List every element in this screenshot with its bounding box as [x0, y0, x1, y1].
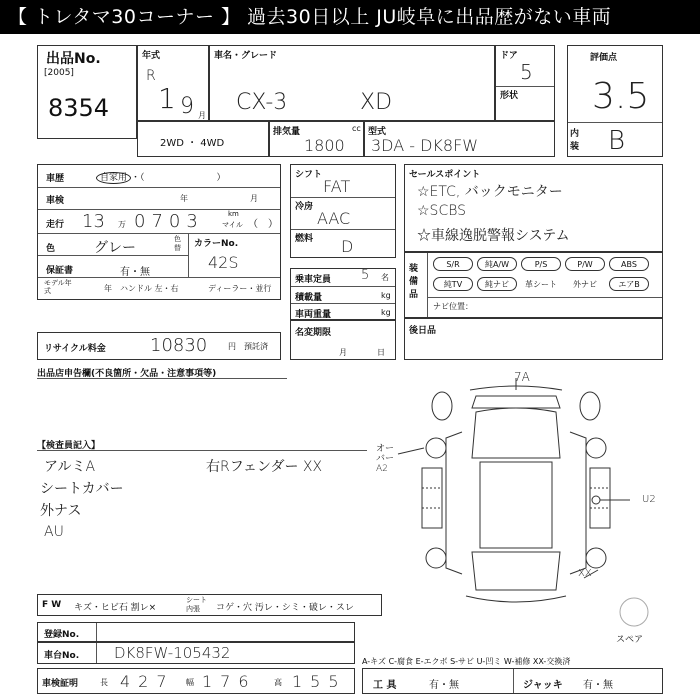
- notes-label: 出品店申告欄(不良箇所・欠品・注意事項等): [37, 369, 217, 379]
- weight-label: 車両重量: [295, 310, 332, 320]
- color-value: グレー: [94, 240, 136, 256]
- vehicle-info-block: [37, 164, 281, 300]
- warranty-value: 有・無: [120, 267, 150, 278]
- color-label: 色: [46, 244, 56, 254]
- reg-date-month: 月: [339, 348, 347, 357]
- model-label: 車名・グレード: [214, 51, 278, 61]
- load-unit: kg: [381, 291, 391, 300]
- cooling-value: AAC: [317, 209, 351, 228]
- handle-text: ハンドル 左・右: [120, 284, 179, 293]
- inspector-line-2: シートカバー: [40, 481, 124, 497]
- inspection-year: 年: [180, 194, 188, 203]
- lot-box: [37, 45, 137, 139]
- model-box: [209, 45, 495, 121]
- recycle-table-label: 預託済: [244, 342, 268, 351]
- option-abs: ABS: [609, 257, 649, 271]
- year-era: R: [146, 68, 156, 84]
- lot-year-tag: [2005]: [44, 68, 74, 78]
- capacity-unit: 名: [381, 273, 389, 282]
- displacement-value: 1800: [304, 136, 345, 155]
- type-box: [364, 121, 555, 157]
- warranty-label: 保証書: [46, 266, 74, 276]
- chassis-label: 車台No.: [44, 651, 80, 661]
- lot-label: 出品No.: [46, 51, 101, 67]
- fw-text: キズ・ヒビ石 割レ×: [74, 603, 157, 613]
- mileage-label: 走行: [46, 220, 65, 230]
- model-grade: XD: [360, 90, 393, 115]
- diagram-label-u2: U2: [642, 494, 656, 505]
- option-ext-navi: 外ナビ: [565, 277, 605, 291]
- sales-point-2: ☆SCBS: [417, 203, 467, 219]
- model-year-unit: 年: [104, 284, 112, 293]
- inspector-line-4: AU: [44, 524, 64, 540]
- reg-date-day: 日: [377, 348, 385, 357]
- doors-label: ドア: [500, 51, 518, 61]
- navi-position-label: ナビ位置：: [433, 302, 473, 311]
- inspection-month: 月: [250, 194, 258, 203]
- fw-label: F W: [42, 600, 62, 610]
- seat-text: コゲ・穴 汚レ・シミ・破レ・スレ: [216, 603, 354, 613]
- dealer-text: ディーラー・並行: [208, 284, 272, 293]
- weight-unit: kg: [381, 308, 391, 317]
- history-suffix: ・（ ）: [131, 173, 226, 183]
- tools-label: 工 具: [373, 680, 397, 691]
- color-no-value: 42S: [208, 253, 239, 272]
- year-box: [137, 45, 209, 121]
- capacity-value: 5: [361, 268, 370, 283]
- mileage-paren: （ ）: [248, 219, 278, 230]
- interior-value: B: [608, 126, 626, 156]
- fuel-value: D: [341, 237, 354, 256]
- aftermarket-block: [404, 318, 663, 360]
- model-name: CX-3: [236, 90, 288, 115]
- inspector-right-note: 右Rフェンダー XX: [206, 459, 323, 475]
- equipment-label: 装備品: [409, 264, 419, 300]
- chassis-row: [37, 642, 355, 664]
- option-leather: 革シート: [521, 277, 561, 291]
- color-no-label: カラーNo.: [194, 239, 239, 249]
- type-value: 3DA - DK8FW: [371, 136, 479, 155]
- drive-box: [137, 121, 269, 157]
- tools-value: 有・無: [429, 680, 459, 691]
- history-value: 自家用: [96, 172, 131, 184]
- jack-label: ジャッキ: [523, 680, 563, 691]
- recycle-label: リサイクル料金: [44, 344, 106, 354]
- mileage-unit-mile: マイル: [222, 221, 243, 229]
- sales-point-3: ☆車線逸脱警報システム: [417, 228, 570, 244]
- option-ps: P/S: [521, 257, 561, 271]
- registration-row: [37, 622, 355, 642]
- score-value: 3.5: [592, 76, 650, 117]
- drive-label: 2WD ・ 4WD: [160, 138, 225, 149]
- hgt-label: 高: [274, 678, 282, 687]
- car-damage-diagram: [376, 368, 666, 638]
- shape-label: 形状: [500, 91, 519, 101]
- displacement-label: 排気量: [273, 127, 301, 137]
- inspector-line-1: アルミA: [44, 459, 96, 475]
- score-label: 評価点: [590, 53, 618, 63]
- recycle-value: 10830: [150, 335, 208, 356]
- wid-label: 幅: [186, 678, 194, 687]
- inspection-label: 車検: [46, 196, 65, 206]
- chassis-value: DK8FW-105432: [114, 644, 231, 662]
- seat-label: シート 内張: [186, 596, 207, 613]
- year-label: 年式: [142, 51, 161, 61]
- color-change-label: 色替: [174, 235, 181, 252]
- option-sr: S/R: [433, 257, 473, 271]
- len-value: 427: [120, 672, 175, 691]
- option-tv: 純TV: [433, 277, 473, 291]
- mileage-man: 13: [82, 211, 105, 232]
- inspector-label: 【検査員記入】: [37, 441, 101, 451]
- month-unit: 月: [198, 111, 206, 120]
- shift-value: FAT: [323, 177, 351, 196]
- option-aw: 純A/W: [477, 257, 517, 271]
- diagram-label-a2: オーバー A2: [376, 444, 395, 474]
- recycle-unit: 円: [228, 342, 236, 351]
- registration-label: 登録No.: [44, 630, 80, 640]
- capacity-label: 乗車定員: [295, 275, 332, 285]
- year-month: 9: [180, 94, 194, 119]
- option-navi: 純ナビ: [477, 277, 517, 291]
- mileage-value: 0703: [134, 211, 204, 232]
- mileage-unit-km: km: [228, 210, 239, 218]
- score-box: [567, 45, 663, 157]
- len-label: 長: [100, 678, 108, 687]
- type-label: 型式: [368, 127, 387, 137]
- sales-points-label: セールスポイント: [409, 170, 481, 180]
- tools-row: [362, 668, 663, 694]
- lot-number: 8354: [48, 94, 110, 122]
- inspector-line-3: 外ナス: [40, 503, 82, 519]
- diagram-label-7a: 7A: [514, 370, 530, 384]
- displacement-unit: cc: [352, 124, 361, 133]
- doors-box: [495, 45, 555, 121]
- doors-value: 5: [520, 60, 533, 84]
- fw-row: [37, 594, 382, 616]
- fuel-label: 燃料: [295, 234, 314, 244]
- shift-label: シフト: [295, 170, 323, 180]
- reg-date-label: 名変期限: [295, 328, 332, 338]
- model-year-label: モデル年式: [44, 279, 72, 295]
- sales-points-block: [404, 164, 663, 252]
- history-label: 車歴: [46, 174, 65, 184]
- recycle-box: [37, 332, 281, 360]
- wid-value: 176: [202, 672, 257, 691]
- cooling-label: 冷房: [295, 202, 314, 212]
- option-airbag: エアB: [609, 277, 649, 291]
- year-value: 1: [158, 82, 176, 115]
- dims-label: 車検証明: [42, 679, 79, 689]
- jack-value: 有・無: [583, 680, 613, 691]
- sales-point-1: ☆ETC, バックモニター: [417, 184, 563, 200]
- spec-block: [290, 164, 396, 258]
- capacity-block: [290, 268, 396, 320]
- displacement-box: [269, 121, 364, 157]
- spare-label: スペア: [616, 635, 644, 645]
- aftermarket-label: 後日品: [409, 326, 437, 336]
- dims-row: [37, 668, 355, 694]
- hgt-value: 155: [292, 672, 347, 691]
- interior-label: 内装: [570, 129, 580, 152]
- equipment-block: [404, 252, 663, 318]
- header-banner: 【 トレタマ30コーナー 】 過去30日以上 JU岐阜に出品歴がない車両: [0, 0, 700, 34]
- option-pw: P/W: [565, 257, 605, 271]
- damage-legend: A-キズ C-腐食 E-エクボ S-サビ U-凹ミ W-補修 XX-交換済: [362, 657, 571, 666]
- regdate-block: [290, 320, 396, 360]
- mileage-man-unit: 万: [118, 220, 126, 229]
- diagram-label-xx: XX: [578, 568, 592, 579]
- load-label: 積載量: [295, 293, 323, 303]
